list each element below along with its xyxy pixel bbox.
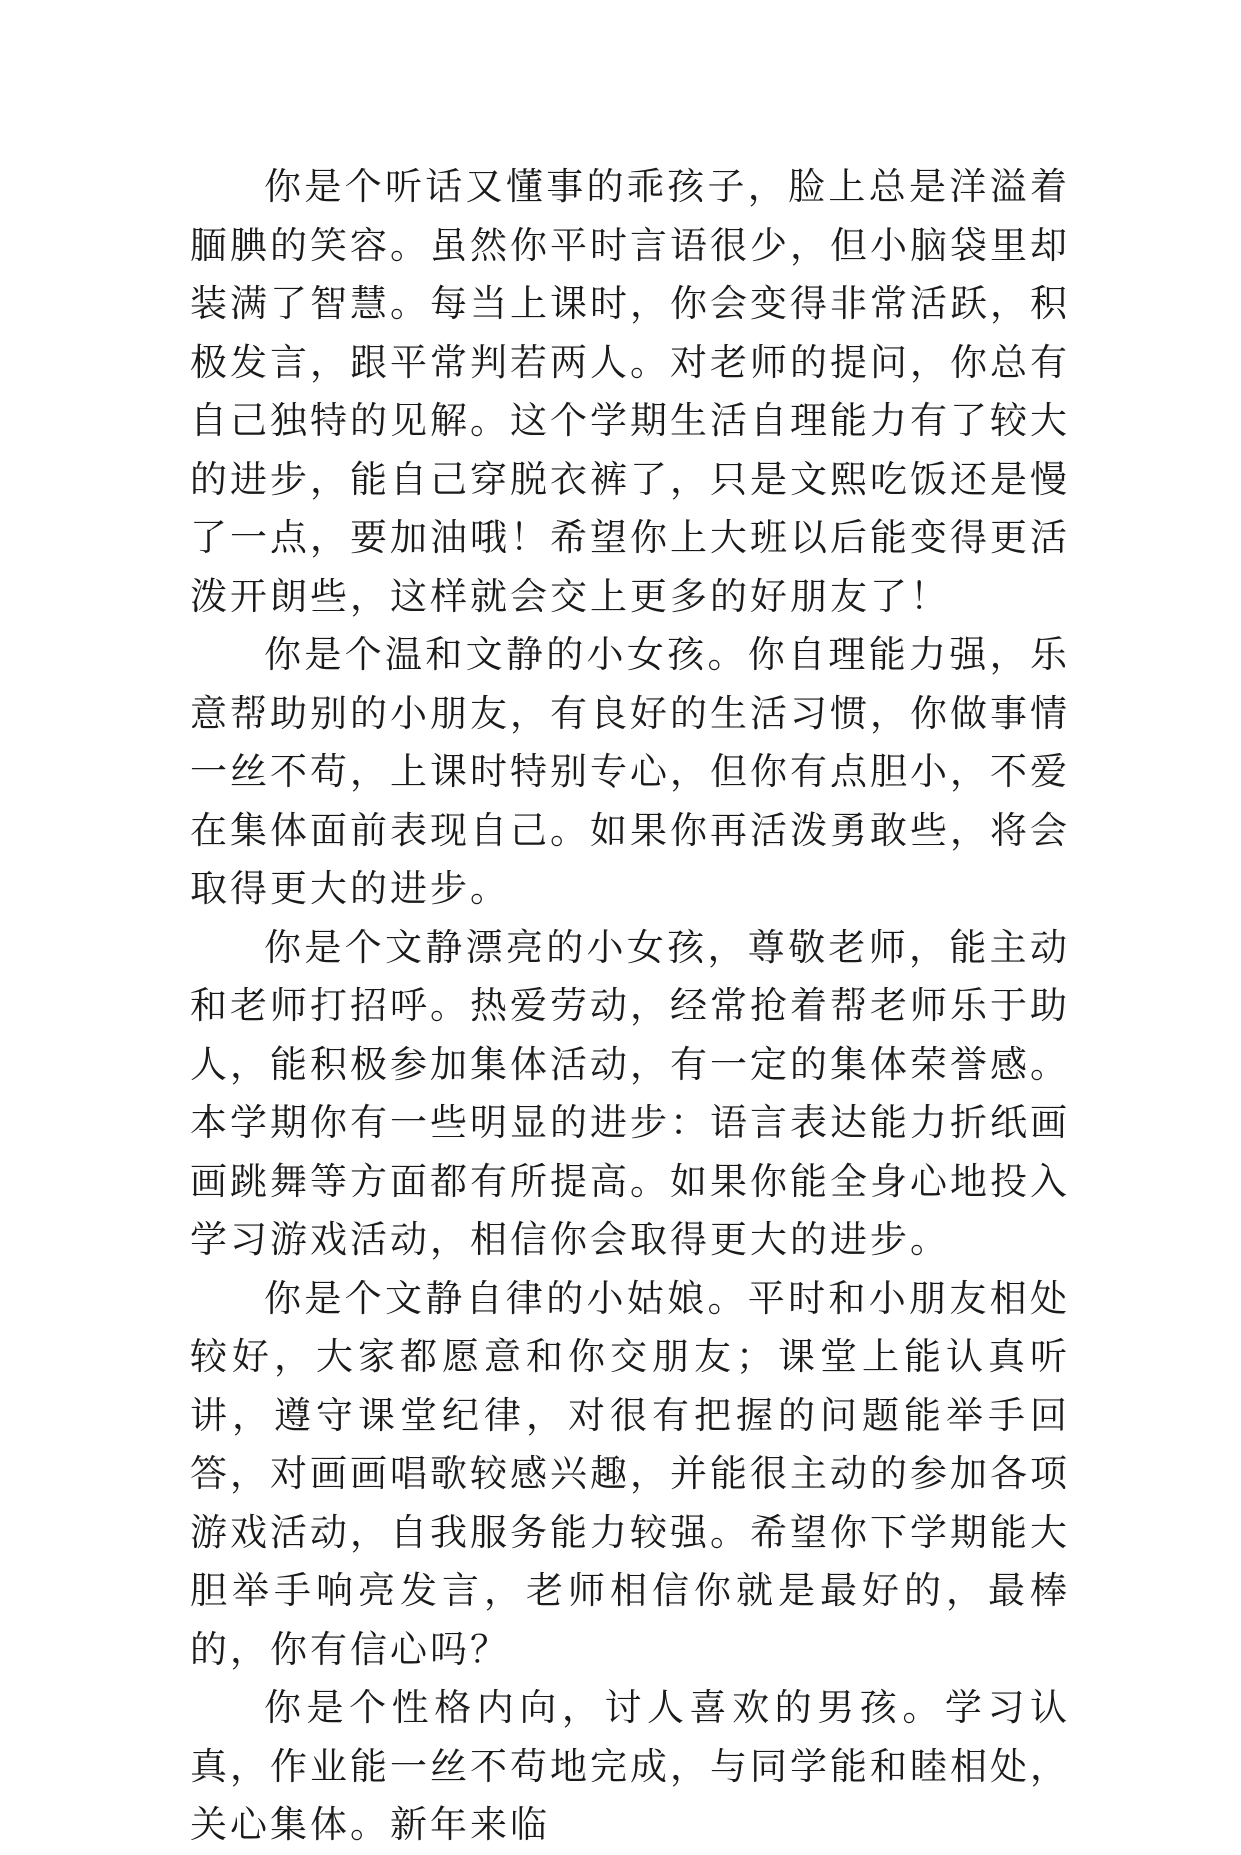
paragraph-3: 你是个文静漂亮的小女孩，尊敬老师，能主动和老师打招呼。热爱劳动，经常抢着帮老师乐于助人，能积极参加集体活动，有一定的集体荣誉感。本学期你有一些明显的进步：语言表达能力折纸画画跳舞等方面都有所提高。如果你能全身心地投入学习游戏活动，相信你会取得更大的进步。 <box>190 925 1070 1261</box>
paragraph-4: 你是个文静自律的小姑娘。平时和小朋友相处较好，大家都愿意和你交朋友；课堂上能认真听讲，遵守课堂纪律，对很有把握的问题能举手回答，对画画唱歌较感兴趣，并能很主动的参加各项游戏活动，自我服务能力较强。希望你下学期能大胆举手响亮发言，老师相信你就是最好的，最棒的，你有信心吗？ <box>190 1276 1070 1671</box>
paragraph-5: 你是个性格内向，讨人喜欢的男孩。学习认真，作业能一丝不苟地完成，与同学能和睦相处，关心集体。新年来临 <box>190 1686 1070 1846</box>
paragraph-1: 你是个听话又懂事的乖孩子，脸上总是洋溢着腼腆的笑容。虽然你平时言语很少，但小脑袋里却装满了智慧。每当上课时，你会变得非常活跃，积极发言，跟平常判若两人。对老师的提问，你总有自己独特的见解。这个学期生活自理能力有了较大的进步，能自己穿脱衣裤了，只是文熙吃饭还是慢了一点，要加油哦！希望你上大班以后能变得更活泼开朗些，这样就会交上更多的好朋友了！ <box>190 165 1070 618</box>
document-body <box>190 158 1070 1855</box>
paragraph-2: 你是个温和文静的小女孩。你自理能力强，乐意帮助别的小朋友，有良好的生活习惯，你做事情一丝不苟，上课时特别专心，但你有点胆小，不爱在集体面前表现自己。如果你再活泼勇敢些，将会取得更大的进步。 <box>190 633 1070 910</box>
